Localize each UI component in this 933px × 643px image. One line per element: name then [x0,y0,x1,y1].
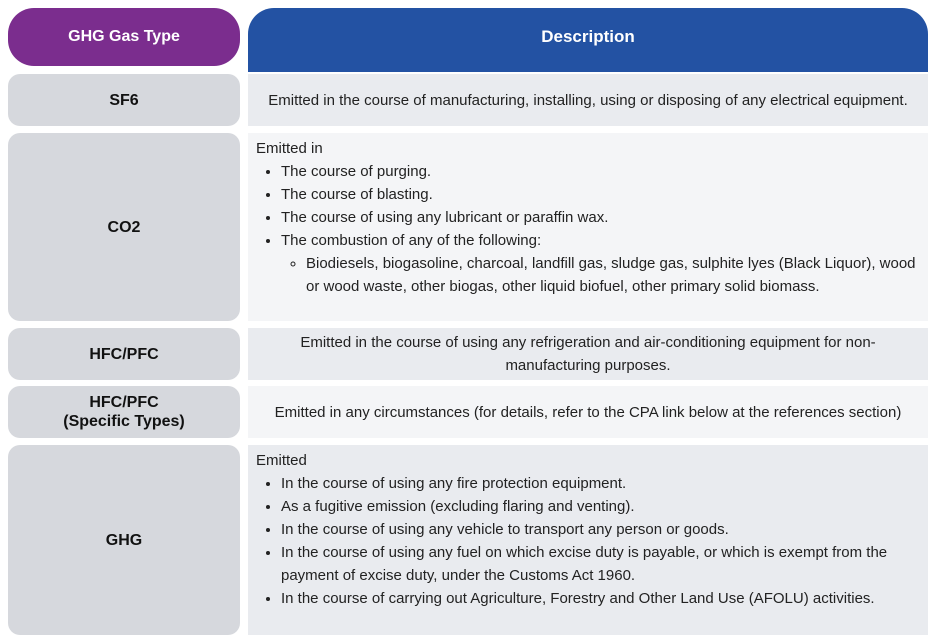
description-list [256,472,916,610]
description-text: Emitted in the course of manufacturing, installing, using or disposing of any electrical equipment. [268,91,908,109]
sub-list-item: ◦ Biodiesels, biogasoline, charcoal, landfill gas, sludge gas, sulphite lyes (Black Liquor), wood or wood waste, other biogas, other liquid biofuel, other primary solid biomass. [306,252,916,298]
gas-label-line2: (Specific Types) [63,413,185,430]
header-description: Description [248,8,928,72]
list-item: • The course of purging. [281,160,916,183]
description-list [256,160,916,298]
list-item: • As a fugitive emission (excluding flaring and venting). [281,495,916,518]
sub-list [281,252,916,298]
description-intro: Emitted [256,452,307,469]
description-cell-co2 [248,133,928,321]
list-item: • The course of blasting. [281,183,916,206]
gas-cell-hfc-pfc-specific [8,386,240,438]
gas-cell-co2 [8,133,240,321]
gas-cell-sf6 [8,74,240,126]
gas-label: GHG [105,531,143,549]
description-text: Emitted in any circumstances (for details, refer to the CPA link below at the references section) [274,403,902,421]
list-item-text: The combustion of any of the following: [281,232,542,249]
description-cell-hfc-pfc-specific [248,386,928,438]
list-item: • In the course of using any vehicle to transport any person or goods. [281,518,916,541]
gas-label: CO2 [107,218,141,236]
list-item: • In the course of using any fuel on which excise duty is payable, or which is exempt from the payment of excise duty, under the Customs Act 1960. [281,541,916,587]
description-cell-hfc-pfc [248,328,928,380]
gas-label: HFC/PFC [89,345,159,363]
list-item: • In the course of carrying out Agriculture, Forestry and Other Land Use (AFOLU) activities. [281,587,916,610]
list-item [281,229,916,298]
gas-label: SF6 [109,91,139,109]
description-text: Emitted in the course of using any refrigeration and air-conditioning equipment for non-manufacturing purposes. [300,334,876,374]
list-item: • In the course of using any fire protection equipment. [281,472,916,495]
header-gas-type: GHG Gas Type [8,8,240,66]
description-cell-sf6 [248,74,928,126]
description-intro: Emitted in [256,140,323,157]
list-item: • The course of using any lubricant or paraffin wax. [281,206,916,229]
gas-cell-hfc-pfc [8,328,240,380]
gas-label: HFC/PFC [89,394,159,411]
description-cell-ghg [248,445,928,635]
gas-cell-ghg [8,445,240,635]
